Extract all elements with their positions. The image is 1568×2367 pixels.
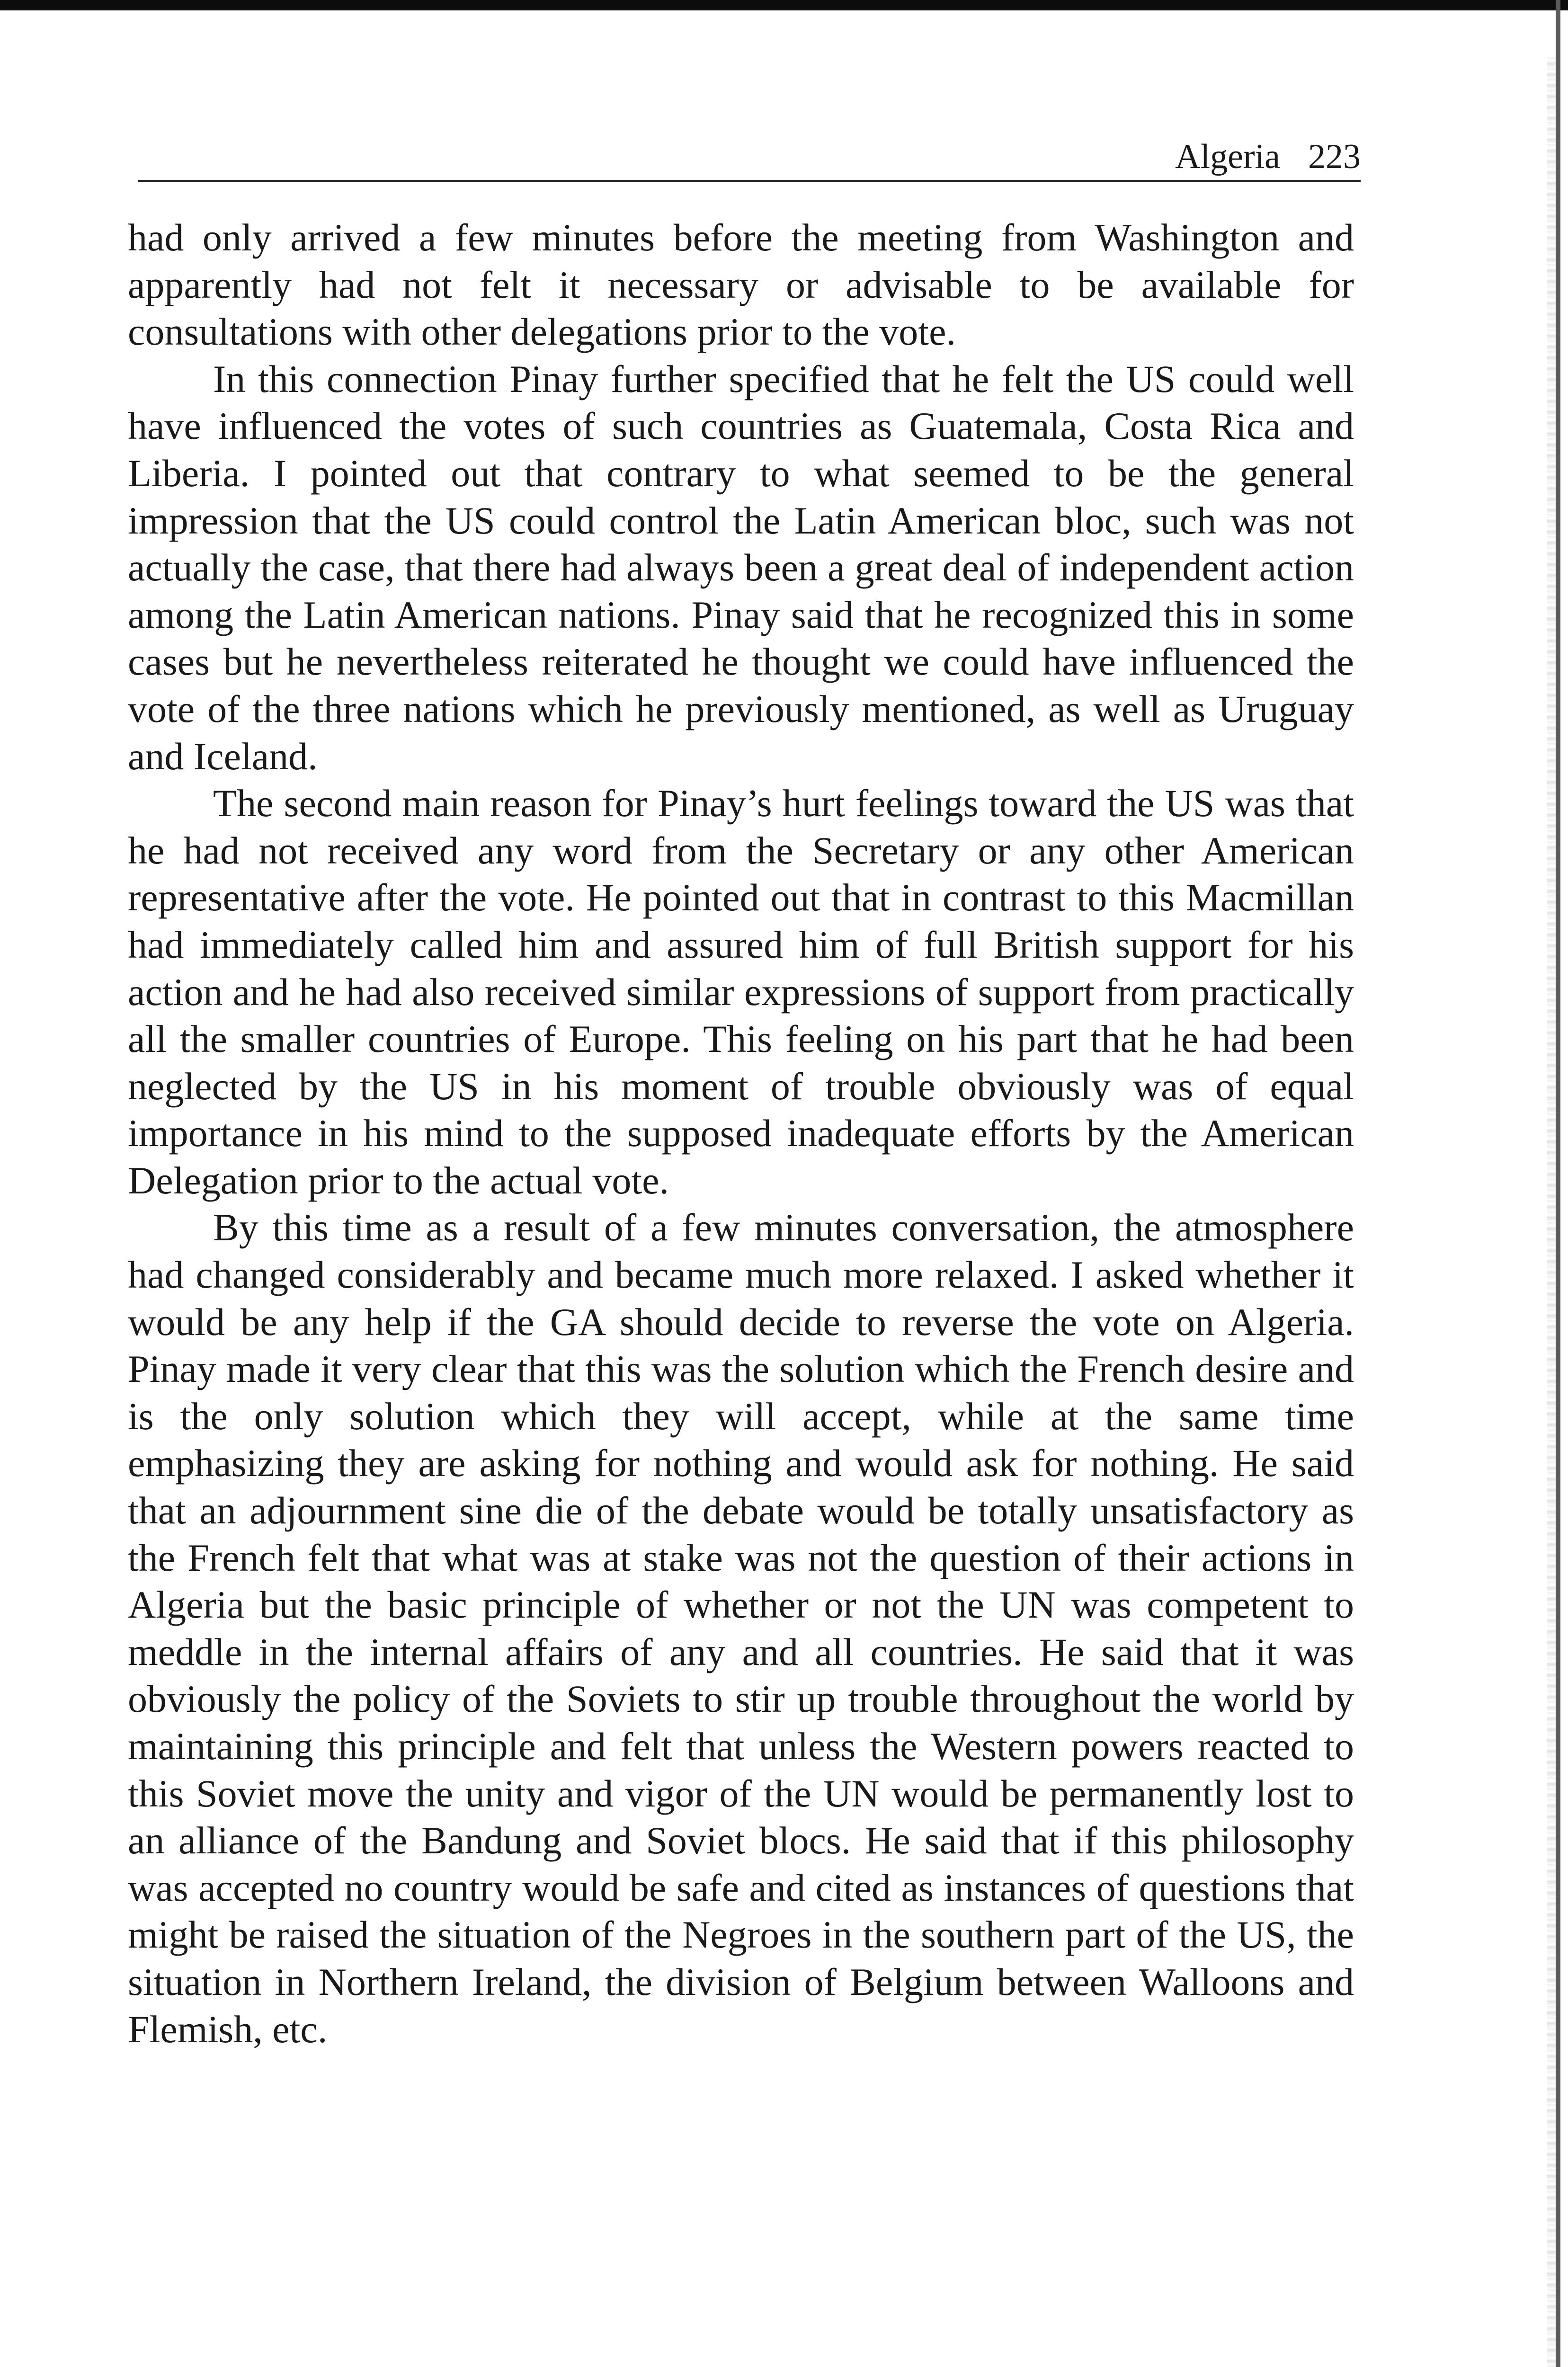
scan-right-binding-shadow <box>1547 57 1556 2367</box>
paragraph-continued: had only arrived a few minutes before the meeting from Washington and apparently had not felt it necessary or advisable to be available for consultations with other delegations prior to the vote. <box>128 216 1354 354</box>
running-head-title: Algeria <box>1175 137 1280 176</box>
paragraph: In this connection Pinay further specified that he felt the US could well have influenced the votes of such countries as Guatemala, Costa Rica and Liberia. I pointed out that contrary to what seemed to be the general impression that the US could control the Latin American bloc, such was not actually the case, that there had always been a great deal of independent action among the Latin American nations. Pinay said that he recognized this in some cases but he nevertheless reiterated he thought we could have influenced the vote of the three nations which he previously mentioned, as well as Uruguay and Iceland. <box>128 357 1354 778</box>
body-text <box>128 214 1354 2053</box>
paragraph: By this time as a result of a few minutes conversation, the atmosphere had changed considerably and became much more relaxed. I asked whether it would be any help if the GA should decide to reverse the vote on Algeria. Pinay made it very clear that this was the solution which the French desire and is the only solution which they will accept, while at the same time emphasizing they are asking for nothing and would ask for nothing. He said that an adjournment sine die of the debate would be totally unsatisfactory as the French felt that what was at stake was not the question of their actions in Algeria but the basic principle of whether or not the UN was competent to meddle in the internal affairs of any and all countries. He said that it was obviously the policy of the Soviets to stir up trouble throughout the world by maintaining this principle and felt that unless the Western powers reacted to this Soviet move the unity and vigor of the UN would be permanently lost to an alliance of the Bandung and Soviet blocs. He said that if this philosophy was accepted no country would be safe and cited as instances of questions that might be raised the situation of the Negroes in the southern part of the US, the situation in Northern Ireland, the division of Belgium between Walloons and Flemish, etc. <box>128 1206 1354 2051</box>
paragraph: The second main reason for Pinay’s hurt feelings toward the US was that he had not received any word from the Secretary or any other American representative after the vote. He pointed out that in contrast to this Macmillan had immediately called him and assured him of full British support for his action and he had also received similar expressions of support from practically all the smaller countries of Europe. This feeling on his part that he had been neglected by the US in his moment of trouble obviously was of equal importance in his mind to the supposed inadequate efforts by the American Delegation prior to the actual vote. <box>128 782 1354 1202</box>
running-head <box>138 131 1361 182</box>
page-number: 223 <box>1308 137 1361 176</box>
scan-top-edge <box>0 0 1568 10</box>
scan-right-edge <box>1556 0 1560 2367</box>
